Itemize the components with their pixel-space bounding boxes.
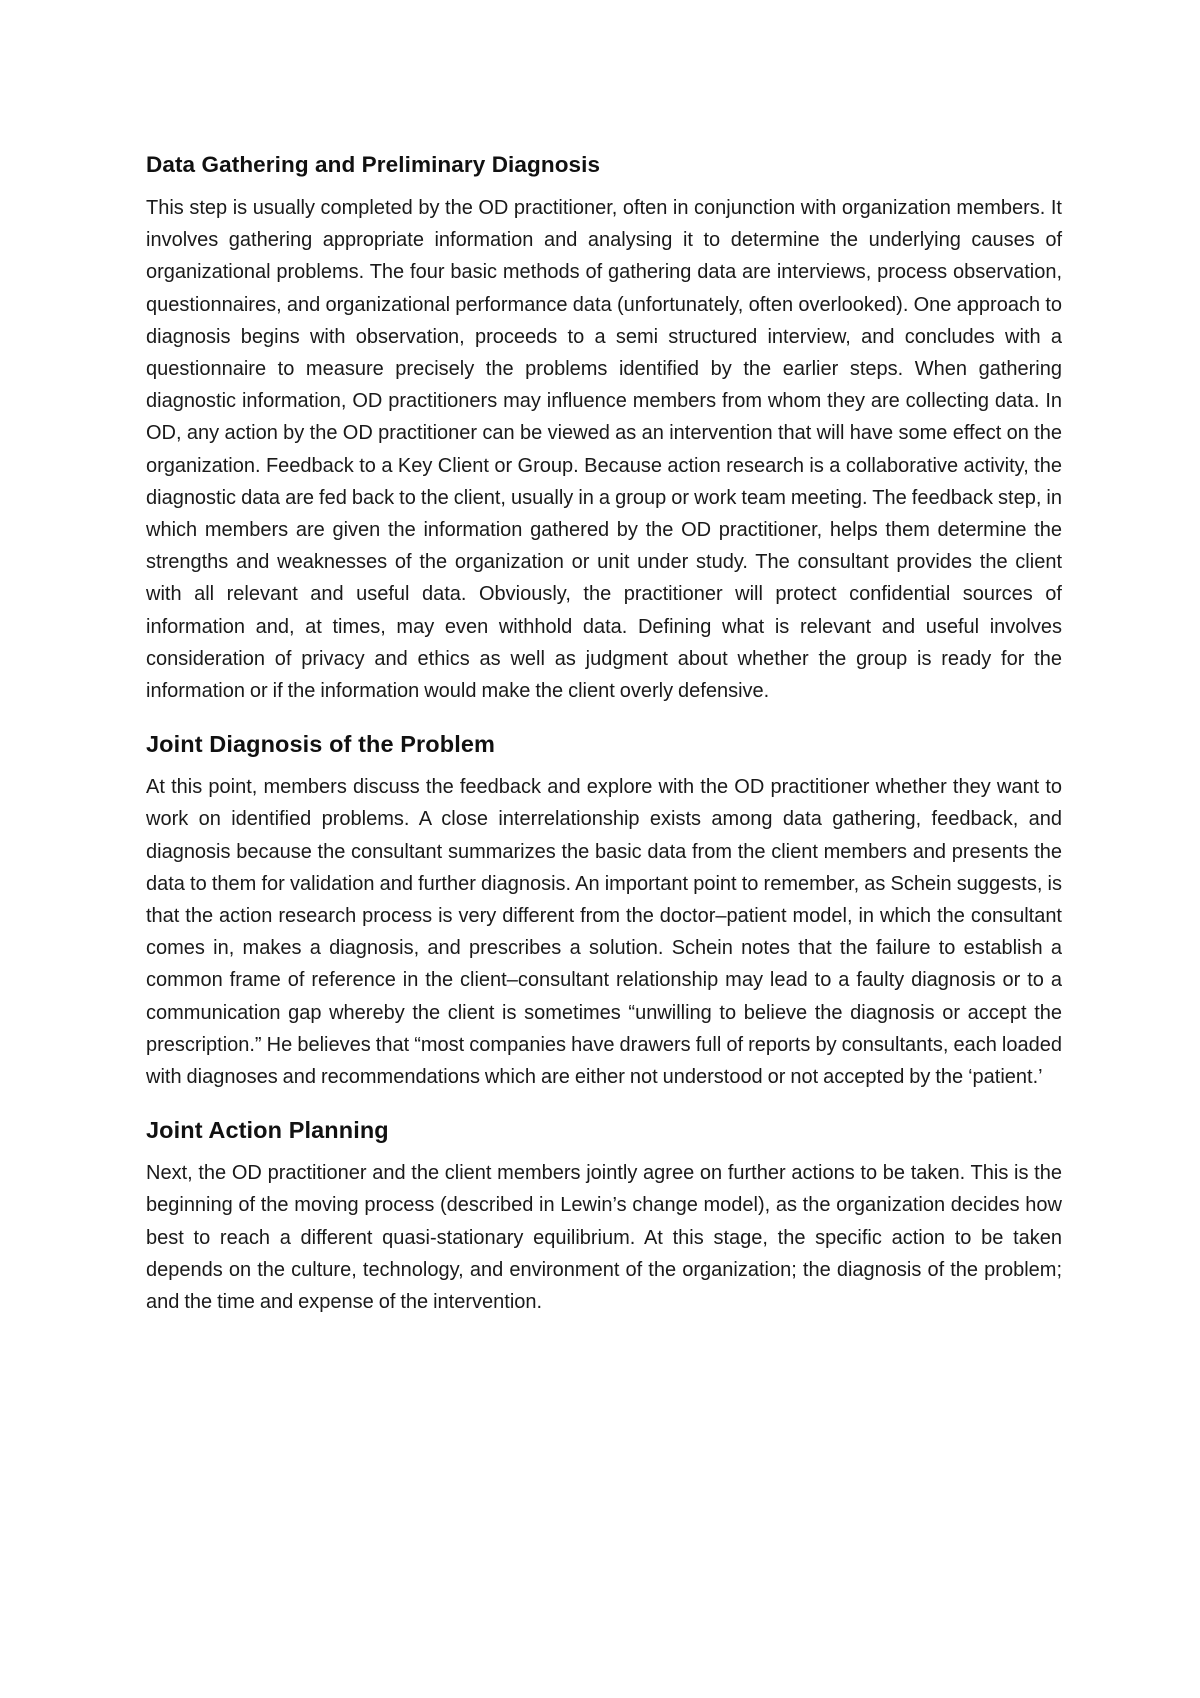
section-heading: Joint Diagnosis of the Problem [146, 731, 496, 758]
section-joint-diagnosis [146, 727, 1062, 1093]
document-page [146, 148, 1062, 1318]
section-paragraph: This step is usually completed by the OD practitioner, often in conjunction with organization members. It involves gathering appropriate information and analysing it to determine the underlying causes of organizational problems. The four basic methods of gathering data are interviews, process observation, questionnaires, and organizational performance data (unfortunately, often overlooked). One approach to diagnosis begins with observation, proceeds to a semi structured interview, and concludes with a questionnaire to measure precisely the problems identified by the earlier steps. When gathering diagnostic information, OD practitioners may influence members from whom they are collecting data. In OD, any action by the OD practitioner can be viewed as an intervention that will have some effect on the organization. Feedback to a Key Client or Group. Because action research is a collaborative activity, the diagnostic data are fed back to the client, usually in a group or work team meeting. The feedback step, in which members are given the information gathered by the OD practitioner, helps them determine the strengths and weaknesses of the organization or unit under study. The consultant provides the client with all relevant and useful data. Obviously, the practitioner will protect confidential sources of information and, at times, may even withhold data. Defining what is relevant and useful involves consideration of privacy and ethics as well as judgment about whether the group is ready for the information or if the information would make the client overly defensive. [146, 197, 1062, 703]
section-data-gathering [146, 148, 1062, 707]
section-paragraph: At this point, members discuss the feedback and explore with the OD practitioner whether they want to work on identified problems. A close interrelationship exists among data gathering, feedback, and diagnosis because the consultant summarizes the basic data from the client members and presents the data to them for validation and further diagnosis. An important point to remember, as Schein suggests, is that the action research process is very different from the doctor–patient model, in which the consultant comes in, makes a diagnosis, and prescribes a solution. Schein notes that the failure to establish a common frame of reference in the client–consultant relationship may lead to a faulty diagnosis or to a communication gap whereby the client is sometimes “unwilling to believe the diagnosis or accept the prescription.” He believes that “most companies have drawers full of reports by consultants, each loaded with diagnoses and recommendations which are either not understood or not accepted by the ‘patient.’ [146, 776, 1062, 1089]
section-joint-action-planning [146, 1113, 1062, 1318]
section-paragraph: Next, the OD practitioner and the client members jointly agree on further actions to be taken. This is the beginning of the moving process (described in Lewin’s change model), as the organization decides how best to reach a different quasi-stationary equilibrium. At this stage, the specific action to be taken depends on the culture, technology, and environment of the organization; the diagnosis of the problem; and the time and expense of the intervention. [146, 1162, 1062, 1314]
section-heading: Joint Action Planning [146, 1117, 389, 1144]
section-heading: Data Gathering and Preliminary Diagnosis [146, 152, 601, 177]
